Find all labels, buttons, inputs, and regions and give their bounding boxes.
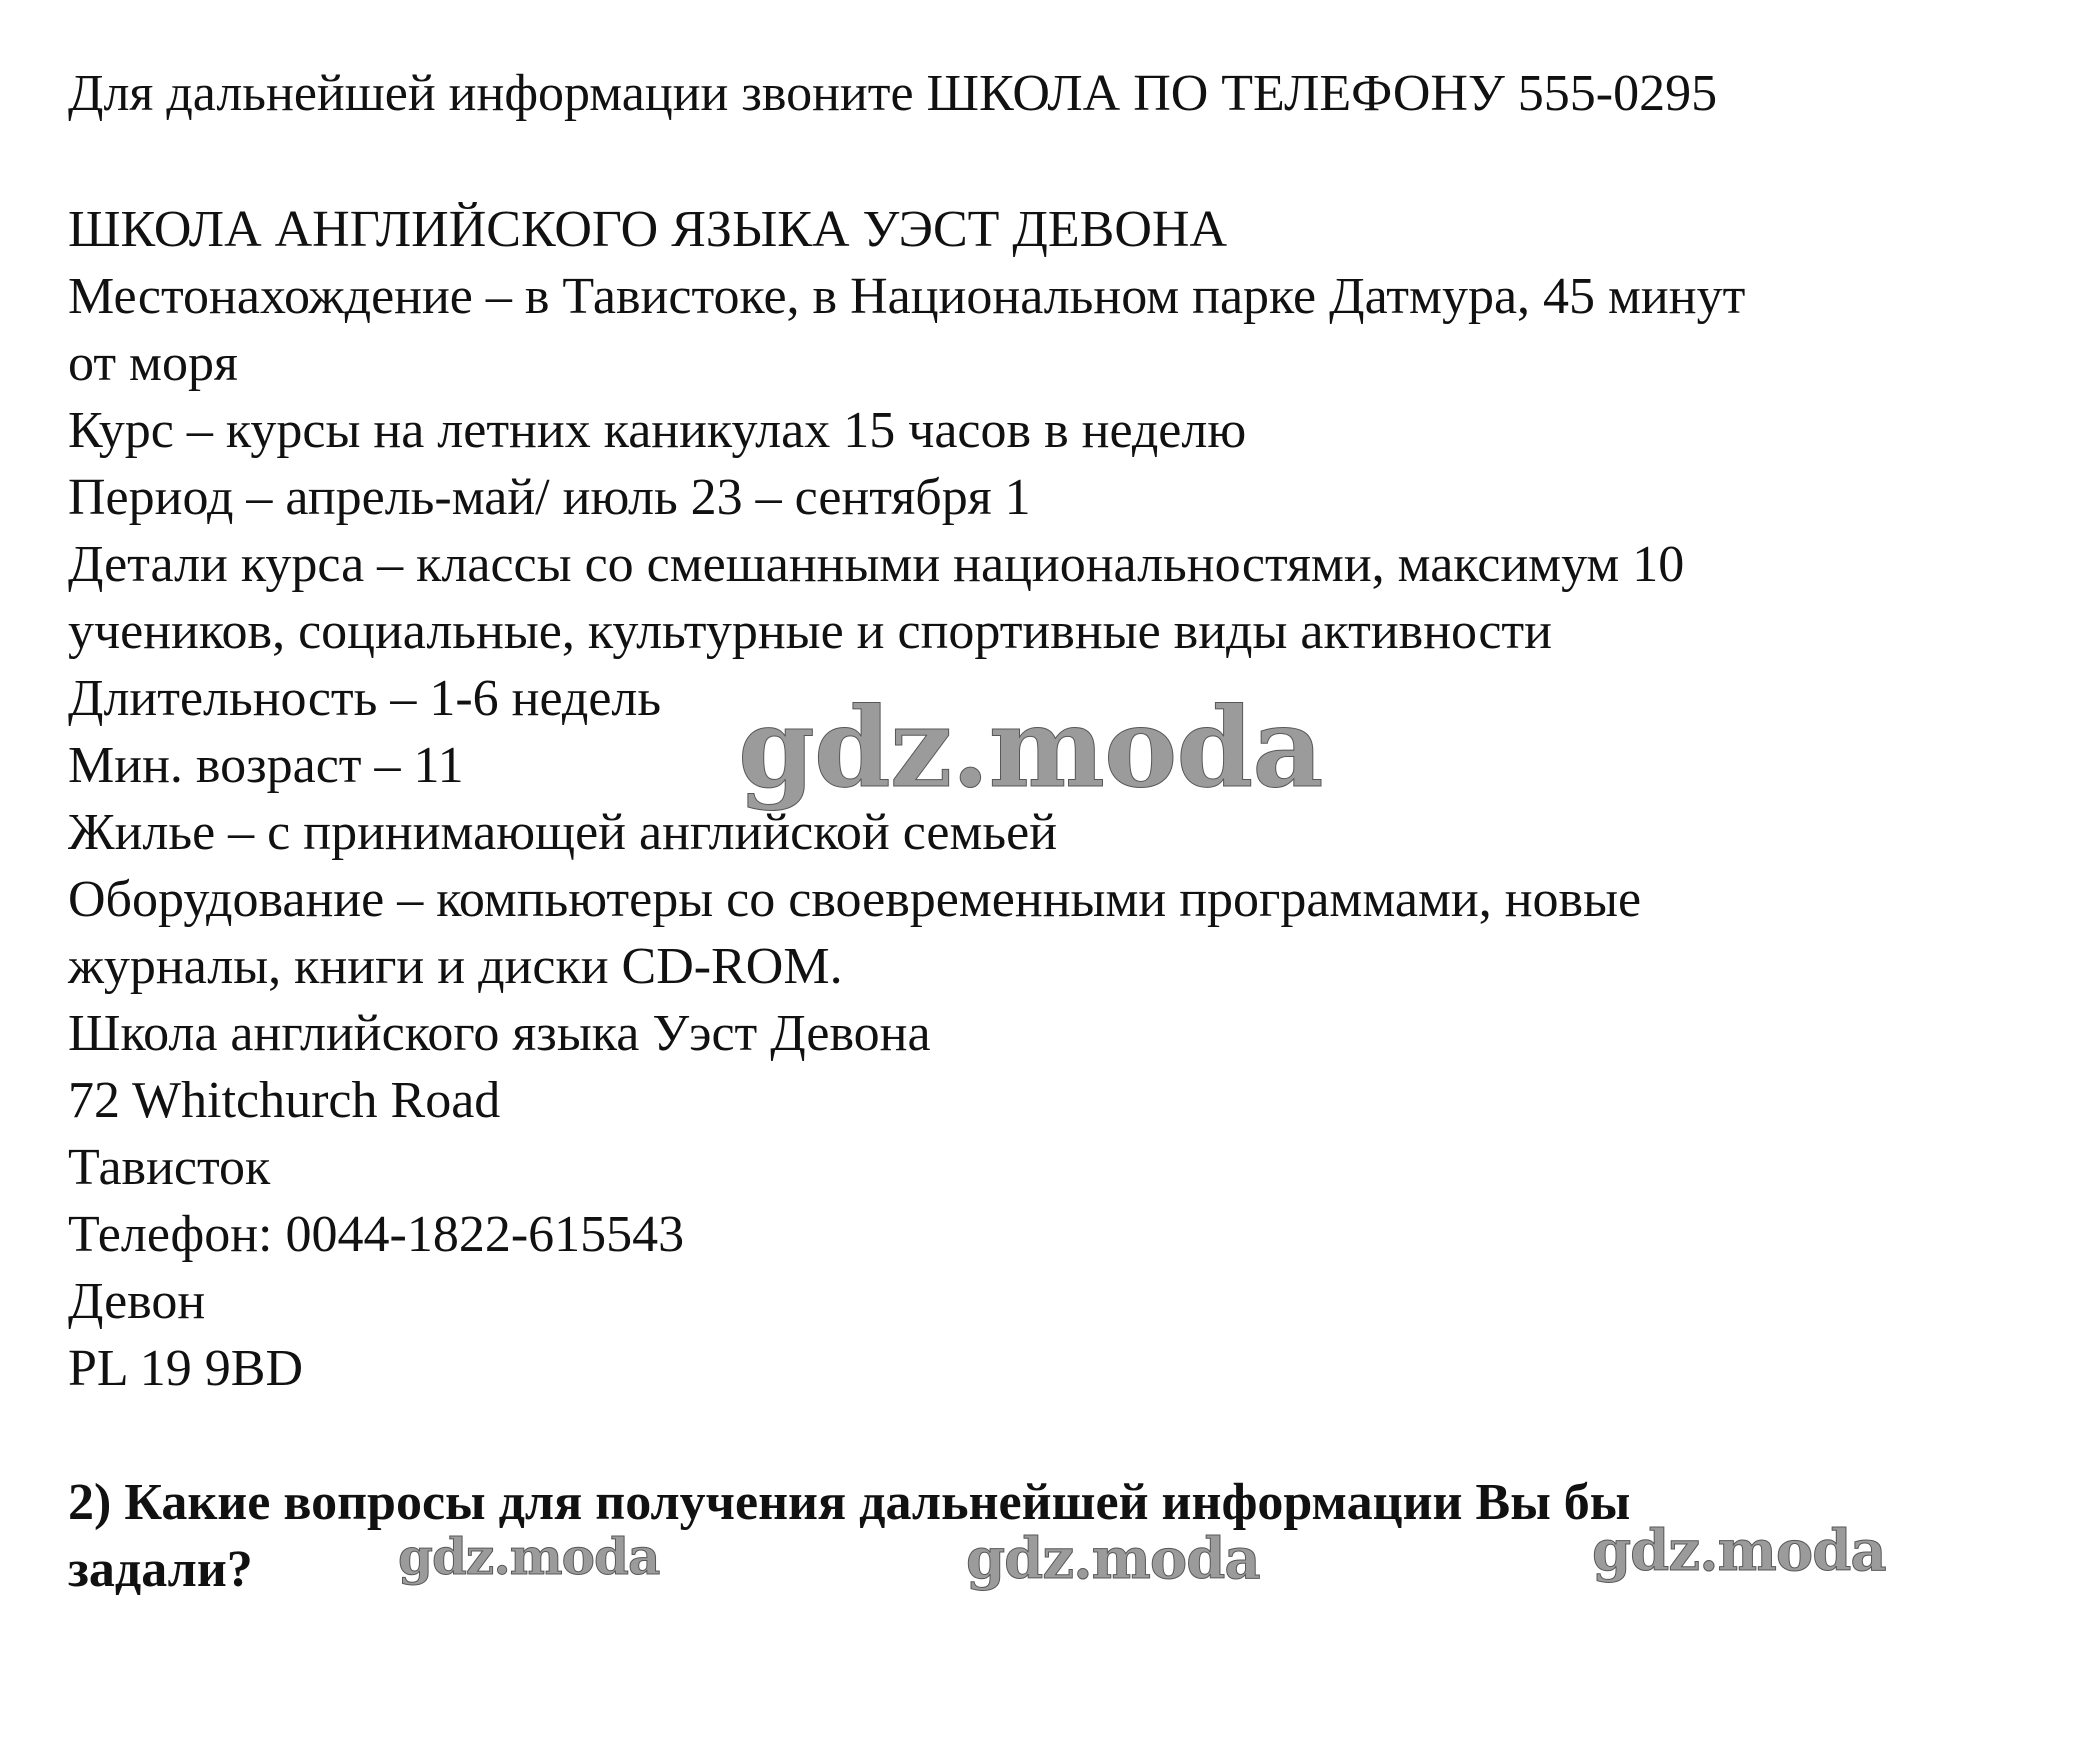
watermark-large: gdz.moda — [738, 683, 1323, 812]
address-county: Девон — [68, 1273, 206, 1330]
address-phone: Телефон: 0044-1822-615543 — [68, 1206, 685, 1263]
watermark-small-center: gdz.moda — [966, 1526, 1260, 1592]
course-details-line-1: Детали курса – классы со смешанными национальностями, максимум 10 — [68, 536, 1685, 593]
question-line-1: 2) Какие вопросы для получения дальнейшей информации Вы бы — [68, 1474, 1631, 1531]
course-line: Курс – курсы на летних каникулах 15 часов в неделю — [68, 402, 1247, 459]
accommodation-line: Жилье – с принимающей английской семьей — [68, 804, 1058, 861]
duration-line: Длительность – 1-6 недель — [68, 670, 662, 727]
facilities-line-1: Оборудование – компьютеры со своевременными программами, новые — [68, 871, 1642, 928]
facilities-line-2: журналы, книги и диски CD-ROM. — [68, 938, 843, 995]
address-town: Тависток — [68, 1139, 271, 1196]
question-line-2: задали? — [68, 1541, 253, 1598]
period-line: Период – апрель-май/ июль 23 – сентября 1 — [68, 469, 1031, 526]
course-details-line-2: учеников, социальные, культурные и спортивные виды активности — [68, 603, 1552, 660]
address-postcode: PL 19 9BD — [68, 1340, 303, 1397]
location-line-2: от моря — [68, 335, 238, 392]
address-school-name: Школа английского языка Уэст Девона — [68, 1005, 931, 1062]
school-title: ШКОЛА АНГЛИЙСКОГО ЯЗЫКА УЭСТ ДЕВОНА — [68, 201, 1228, 258]
watermark-small-left: gdz.moda — [398, 1527, 660, 1586]
address-street: 72 Whitchurch Road — [68, 1072, 501, 1129]
watermark-small-right: gdz.moda — [1592, 1518, 1886, 1584]
location-line-1: Местонахождение – в Тавистоке, в Национальном парке Датмура, 45 минут — [68, 268, 1746, 325]
min-age-line: Мин. возраст – 11 — [68, 737, 464, 794]
intro-line: Для дальнейшей информации звоните ШКОЛА ПО ТЕЛЕФОНУ 555-0295 — [68, 65, 1718, 122]
